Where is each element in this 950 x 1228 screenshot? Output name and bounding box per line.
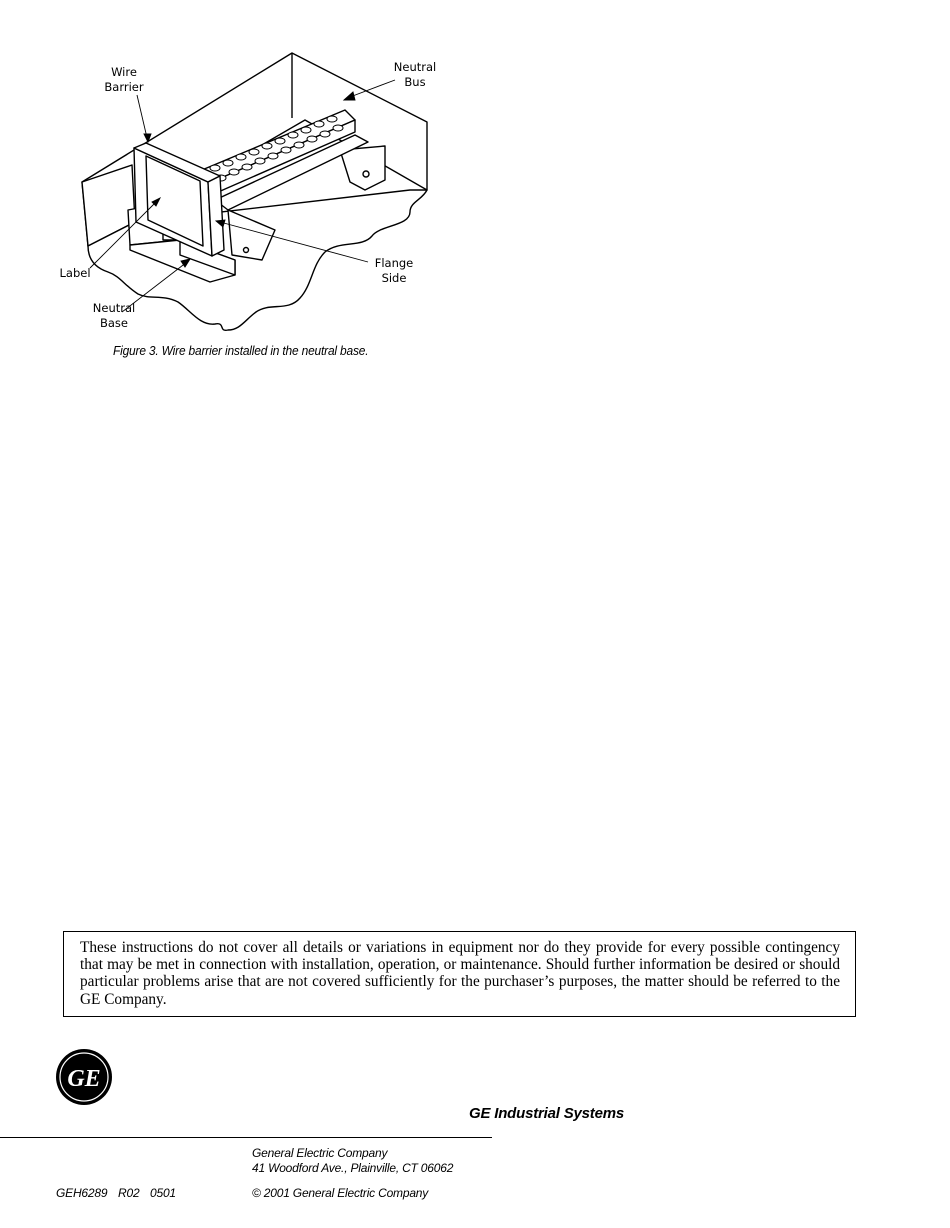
label-neutral-base: Neutral Base	[92, 301, 136, 330]
doc-date-code: 0501	[150, 1186, 176, 1200]
wire-barrier-figure	[50, 50, 450, 340]
label-label: Label	[59, 266, 91, 280]
copyright: © 2001 General Electric Company	[252, 1186, 429, 1200]
doc-number: GEH6289	[56, 1186, 108, 1200]
label-wire-barrier: Wire Barrier	[104, 65, 144, 94]
company-address: 41 Woodford Ave., Plainville, CT 06062	[252, 1161, 454, 1175]
company-name: General Electric Company	[252, 1146, 388, 1160]
svg-text:GE: GE	[67, 1066, 101, 1092]
disclaimer-box: These instructions do not cover all details or variations in equipment nor do they provide for every possible contingency that may be met in connection with installation, operation, or maintenance. Should further information be desired or should particular problems arise that are not covered sufficiently for the purchaser’s purposes, the matter should be referred to the GE Company.	[63, 931, 856, 1017]
doc-revision: R02	[118, 1186, 140, 1200]
division-name: GE Industrial Systems	[469, 1105, 625, 1122]
label-flange-side: Flange Side	[374, 256, 414, 285]
footer-rule	[0, 1137, 492, 1138]
ge-logo	[55, 1048, 113, 1106]
label-neutral-bus: Neutral Bus	[393, 60, 437, 89]
figure-caption: Figure 3. Wire barrier installed in the neutral base.	[113, 343, 369, 358]
